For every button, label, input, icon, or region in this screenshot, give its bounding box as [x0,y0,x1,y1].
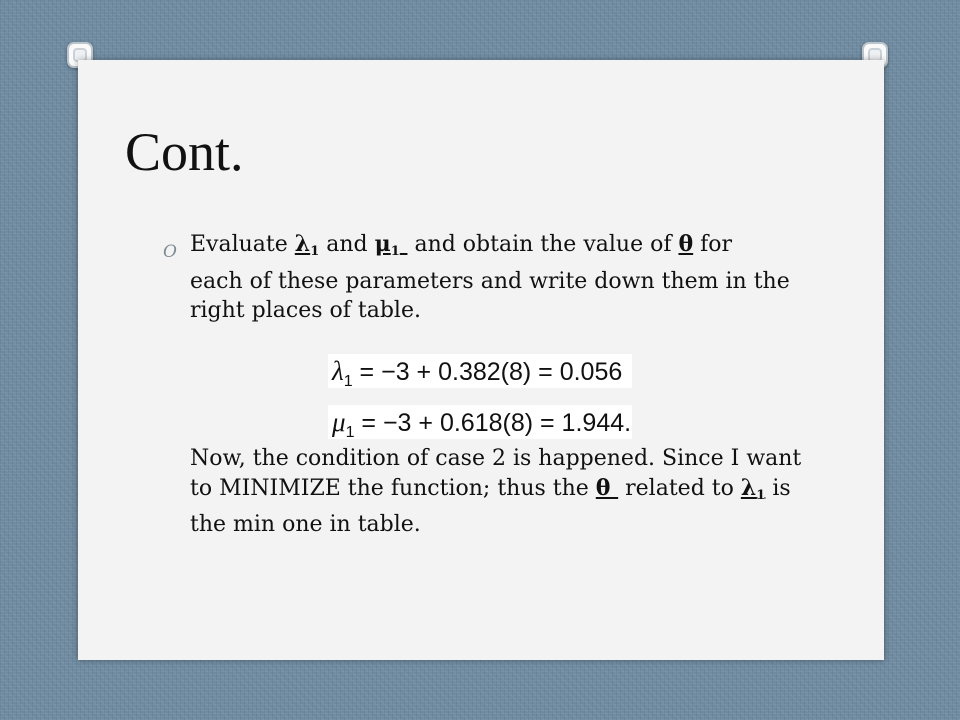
lambda-symbol: $\lambda_1$ [740,474,766,503]
paragraph-text: for each of these parameters and write down them in the right places of table. [190,232,790,323]
paragraph-text: Now, the condition of case 2 is happened. Since I want to MINIMIZE the function; thus the [190,446,802,501]
lambda-symbol: $\lambda_1$ [294,231,320,259]
conclusion-paragraph [190,444,810,540]
paragraph-text: and [319,232,375,257]
slide-title: Cont. [125,122,244,182]
bullet-paragraph [190,230,790,326]
paragraph-text: is the min one in table. [190,475,791,537]
lambda-equation-image: $\lambda_1 = -3 + 0.382(8) = 0.056$ [328,354,632,388]
paragraph-text: related to [618,475,741,501]
theta-symbol: θ [678,231,694,257]
paragraph-text: Evaluate [190,232,295,257]
mu-equation-image: $\mu_1 = -3 + 0.618(8) = 1.944$. [328,405,632,439]
bullet-icon: O [163,242,177,262]
mu-symbol: $\mu_1$ [374,231,400,259]
theta-symbol: θ [595,474,611,501]
paragraph-text: and obtain the value of [407,232,679,257]
